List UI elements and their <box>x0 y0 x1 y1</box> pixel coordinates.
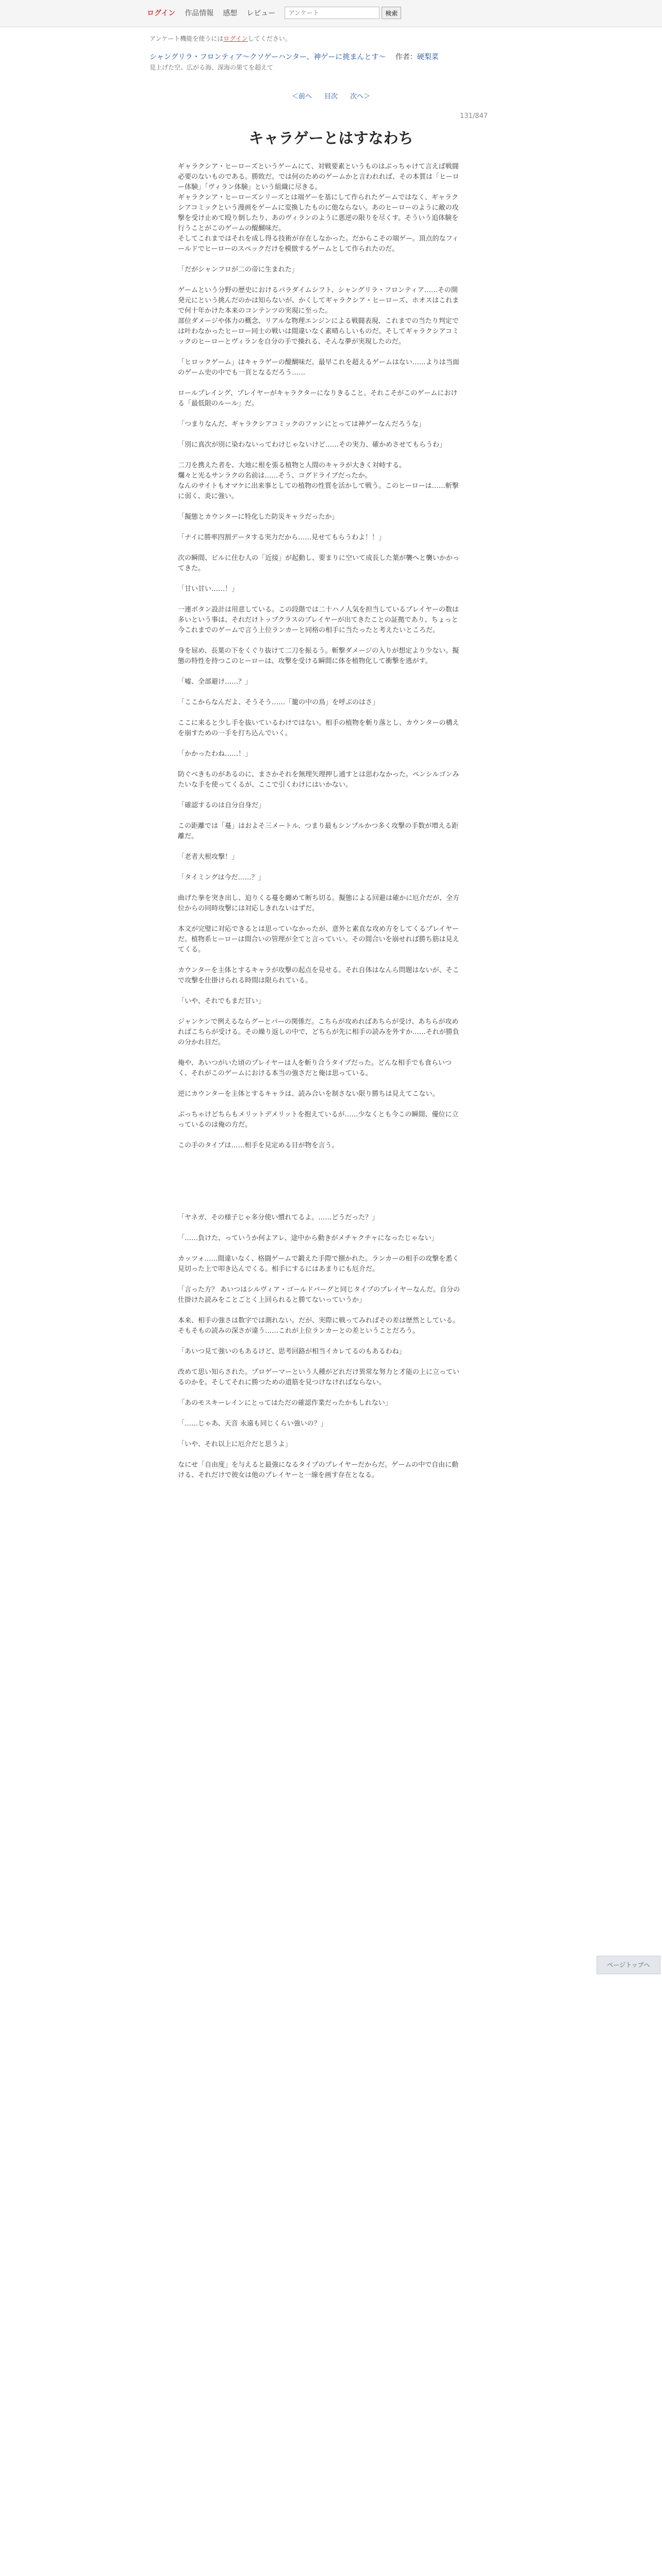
author-info <box>388 53 439 61</box>
blank-line <box>178 986 464 996</box>
toc-link[interactable]: 目次 <box>324 93 338 100</box>
blank-line <box>178 811 464 821</box>
author-link[interactable]: 硬梨菜 <box>417 53 439 61</box>
body-paragraph: 「つまりなんだ、ギャラクシアコミックのファンにとっては神ゲーなんだろうな」 <box>178 420 425 428</box>
notice-text-pre: アンケート機能を使うには <box>150 35 224 42</box>
body-paragraph: カッツォ……間違いなく、格闘ゲームで鍛えた手際で捌かれた。ランカーの相手の攻撃を悉く見切った上で叩き込んでくる。相手にするにはあまりにも厄介だ。 <box>178 1255 459 1273</box>
blank-line <box>178 1151 464 1161</box>
blank-line <box>178 1244 464 1254</box>
body-paragraph: 「かかったわね……！」 <box>178 750 252 758</box>
body-paragraph: ジャンケンで例えるならグーとパーの関係だ。こちらが攻めればあちらが受け、あちらが攻めればこちらが受ける。その繰り返しの中で、どちらが先に相手の読みを外すか……それが勝負の分かれ目だ。 <box>178 1018 459 1046</box>
blank-line <box>178 1388 464 1398</box>
body-paragraph: ギャラクシア・ヒーローズというゲームにて、対戦要素というものはぶっちゃけて言えば戦闘必要のないものである。勝敗だ。では何のためのゲームかと言われれば、その本質は「ヒーロー体験」「ヴィラン体験」という組織に尽きる。 <box>178 163 459 191</box>
blank-line <box>178 842 464 852</box>
body-paragraph: 二刀を携えた者を、大地に根を張る植物と人間のキャラが大きく対峙する。 <box>178 462 406 469</box>
blank-line <box>178 430 464 440</box>
body-paragraph: 「擬態とカウンターに特化した防災キャラだったか」 <box>178 513 339 521</box>
body-paragraph: 「甘い甘い……！」 <box>178 585 239 593</box>
blank-line <box>178 955 464 965</box>
body-paragraph: 「あのモスキーレインにとってはただの確認作業だったかもしれない」 <box>178 1399 392 1407</box>
body-paragraph: 「言った方？ あいつはシルヴィア・ゴールドバーグと同じタイプのプレイヤーなんだ。自分の仕掛けた読みをことごとく上回られると勝てないっていうか」 <box>178 1286 460 1304</box>
body-paragraph: ゲームという分野の歴史におけるパラダイムシフト、シャングリラ・フロンティア……その開発元にという挑んだのかは知らないが、かくしてギャラクシア・ヒーローズ、ホオスはこれまで何十年かけた本来のコンテンツの実現に至った。 <box>178 286 459 315</box>
body-paragraph: 「別に真次が別に染わないってわけじゃないけど……その実力、確かめさせてもらうわ」 <box>178 441 446 449</box>
blank-line <box>178 595 464 605</box>
prev-link[interactable]: ＜前へ <box>291 93 312 100</box>
author-label: 作者： <box>395 53 417 61</box>
search-button[interactable]: 検索 <box>382 7 401 19</box>
body-paragraph: 「……負けた、っていうか何よアレ、途中から動きがメチャクチャになったじゃない」 <box>178 1234 438 1242</box>
body-paragraph: 「タイミングは今だ……？」 <box>178 874 265 882</box>
body-paragraph: 「ヒロックゲーム」はキャラゲーの醍醐味だ。最早これを超えるゲームはない……よりは当面のゲーム史の中でも一頁となるだろう…… <box>178 359 459 377</box>
body-paragraph: 改めて思い知らされた。プロゲーマーという人種がどれだけ異常な努力と才能の上に立っているのかを。そしてそれに勝つための道筋を見つけなければならない。 <box>178 1368 460 1386</box>
body-paragraph: 俺や、あいつがいた頃のプレイヤーは人を斬り合うタイプだった。どんな相手でも食らいつく、それがこのゲームにおける本当の強さだと俺は思っている。 <box>178 1059 452 1077</box>
blank-line <box>178 759 464 770</box>
body-paragraph: 逆にカウンターを主体とするキャラは、読み合いを制さない限り勝ちは見えてこない。 <box>178 1090 439 1098</box>
search-input[interactable] <box>285 7 379 19</box>
blank-line <box>178 275 464 285</box>
blank-line <box>178 1079 464 1089</box>
body-paragraph: 次の瞬間、ビルに住む人の「近接」が起動し、要まりに空いて成長した葉が襲へと襲いかかってきた。 <box>178 554 460 572</box>
blank-line <box>178 255 464 265</box>
blank-line <box>178 1429 464 1439</box>
body-paragraph: 「嘘、全部避け……？」 <box>178 678 252 686</box>
body-paragraph: 「ここからなんだよ、そうそう……「籠の中の鳥」を呼ぶのはさ」 <box>178 699 379 706</box>
body-paragraph: 本来、相手の強さは数字では測れない。だが、実際に戦ってみればその差は歴然としている。そもそもの読みの深さが違う……これが上位ランカーとの差ということだろう。 <box>178 1317 460 1335</box>
blank-line <box>178 914 464 924</box>
chapter-number: 131/847 <box>460 112 488 120</box>
blank-line <box>178 1223 464 1233</box>
blank-line <box>178 347 464 358</box>
body-paragraph: 「いや、それでもまだ甘い」 <box>178 997 265 1005</box>
blank-line <box>178 1099 464 1110</box>
novel-body <box>178 162 464 1481</box>
body-paragraph: 「だがシャンフロが二の帝に生まれた」 <box>178 266 299 274</box>
top-bar <box>0 0 662 27</box>
blank-line <box>178 687 464 698</box>
body-paragraph: 「ナイに勝率四割データする実力だから……見せてもらうわよ！！」 <box>178 534 386 541</box>
blank-line <box>178 522 464 533</box>
body-paragraph: 「老者大根攻撃！」 <box>178 853 239 861</box>
blank-line <box>178 1275 464 1285</box>
body-paragraph: ギャラクシア・ヒーローズシリーズとは端ゲーを基にして作られたゲームではなく、ギャラクシアコミックという漫画をゲームに変換したものに他ならない。あのヒーローのように敵の攻撃を受け止めて殴り倒したり、あのヴィランのように悪逆の限りを尽くす。そういう追体験を行うことがこのゲームの醍醐味だ。 <box>178 194 459 232</box>
top-nav <box>147 7 401 19</box>
blank-line <box>178 1450 464 1460</box>
body-paragraph: この距離では「蔓」はおよそ三メートル、つまり最もシンプルかつ多く攻撃の手数が増える距離だ。 <box>178 822 459 840</box>
body-paragraph: 部位ダメージや体力の概念、リアルな物理エンジンによる戦闘表現、これまでの当たり判定では叶わなかったヒーロー同士の戦いは間違いなく素晴らしいものだ。そしてギャラクシアコミックのヒーローとヴィランを自分の手で操れる、そんな夢が実現したのだ。 <box>178 317 459 346</box>
body-paragraph: ここに来ると少し手を抜いているわけではない。相手の植物を斬り落とし、カウンターの構えを崩すための一手を打ち込んでいく。 <box>178 719 459 737</box>
notice-login-link[interactable]: ログイン <box>223 35 248 42</box>
body-paragraph: 「確認するのは自分自身だ」 <box>178 802 266 809</box>
blank-line <box>178 1161 464 1172</box>
body-paragraph: 「あいつ見て強いのもあるけど、思考回路が相当イカレてるのもあるわね」 <box>178 1348 406 1355</box>
blank-line <box>178 1130 464 1141</box>
blank-line <box>178 502 464 512</box>
body-paragraph: 一連ボタン設計は用意している。この段階では二十ハノ人気を担当しているプレイヤーの数は多いという事は、それだけトップクラスのプレイヤーが出てきたことの証拠であり、ちょっと今これまでのゲームで言う上位ランカーと同格の相手に当たったと考えたいところだ。 <box>178 606 459 634</box>
chapter-title: キャラゲーとはすなわち <box>249 129 413 147</box>
nav-link-info[interactable]: 作品情報 <box>185 9 214 18</box>
blank-line <box>178 739 464 749</box>
body-paragraph: 身を屈め、長葉の下をくぐり抜けて二刀を振るう。斬撃ダメージの入りが想定より少ない。擬態の特性を持つこのヒーローは、攻撃を受ける瞬間に体を植物化して衝撃を逃がす。 <box>178 647 459 665</box>
blank-line <box>178 636 464 646</box>
body-paragraph: 「……じゃあ、天音 永遠も同じくらい強いの？」 <box>178 1420 327 1428</box>
body-paragraph: 「ヤネガ、その様子じゃ多分使い慣れてるよ。……どうだった？」 <box>178 1214 379 1222</box>
body-paragraph: 防ぐべきものがあるのに、まさかそれを無理矢理押し通すとは思わなかった。ペンシルゴンみたいな手を使ってくるが、ここで引くわけにはいかない。 <box>178 771 459 789</box>
next-link[interactable]: 次へ＞ <box>350 93 371 100</box>
blank-line <box>178 708 464 718</box>
blank-line <box>178 862 464 873</box>
blank-line <box>178 1048 464 1058</box>
body-paragraph: なんのサイトもオマケに出来事としての植物の性質を活かして戦う。このヒーローは……斬撃に弱く、炎に強い。 <box>178 482 459 500</box>
blank-line <box>178 790 464 801</box>
body-paragraph: 本文が完璧に対応できるとは思っていなかったが、意外と素直な攻め方をしてくるプレイヤーだ。植物系ヒーローは間合いの管理が全てと言っていい。その間合いを崩せれば勝ち筋は見えてくる。 <box>178 925 459 954</box>
body-paragraph: この手のタイプは……相手を見定める目が物を言う。 <box>178 1142 339 1149</box>
body-paragraph: カウンターを主体とするキャラが攻撃の起点を見せる。それ自体はなんら問題はないが、そこで攻撃を仕掛けられる時間は限られている。 <box>178 967 459 985</box>
blank-line <box>178 883 464 893</box>
series-header <box>150 52 510 62</box>
chapter-pager <box>0 91 662 100</box>
blank-line <box>178 1306 464 1316</box>
login-link[interactable]: ログイン <box>147 9 176 18</box>
body-paragraph: ロールプレイング、プレイヤーがキャラクターになりきること。それこそがこのゲームにおける「最低限のルール」だ。 <box>178 389 458 408</box>
body-paragraph: そしてこれまではそれを成し得る技術が存在しなかった。だからこその端ゲー。頂点的なフィールドでヒーローのスペックだけを模倣するゲームとして作られたのだ。 <box>178 235 459 253</box>
body-paragraph: 爛々と光るサンラクの名前は……そう、コグドライブだったか。 <box>178 472 372 480</box>
blank-line <box>178 1357 464 1367</box>
body-paragraph: 「いや、それ以上に厄介だと思うよ」 <box>178 1440 292 1448</box>
blank-line <box>178 1202 464 1213</box>
nav-link-review[interactable]: レビュー <box>246 9 276 18</box>
blank-line <box>178 409 464 419</box>
series-subtitle: 見上げた空、広がる海、深海の果てを超えて <box>150 64 274 71</box>
blank-line <box>178 1192 464 1202</box>
blank-line <box>178 1172 464 1182</box>
blank-line <box>178 1336 464 1347</box>
blank-line <box>178 450 464 461</box>
series-title-link[interactable]: シャングリラ・フロンティア〜クソゲーハンター、神ゲーに挑まんとす〜 <box>150 53 386 61</box>
body-paragraph: 曲げた拳を突き出し、迫りくる蔓を纏めて断ち切る。擬態による回避は確かに厄介だが、全方位からの同時攻撃には対応しきれないはずだ。 <box>178 894 460 912</box>
notice-text-post: してください。 <box>247 35 291 42</box>
body-paragraph: なにせ「自由度」を与えると最強になるタイプのプレイヤーだからだ。ゲームの中で自由に動ける、それだけで彼女は他のプレイヤーと一線を画す存在となる。 <box>178 1461 459 1479</box>
blank-line <box>178 574 464 584</box>
blank-line <box>178 667 464 677</box>
blank-line <box>178 1409 464 1419</box>
body-paragraph: ぶっちゃけどちらもメリットデメリットを抱えているが……少なくとも今この瞬間、優位に立っているのは俺の方だ。 <box>178 1111 459 1129</box>
blank-line <box>178 1007 464 1017</box>
page-top-button[interactable]: ページトップへ <box>597 1956 660 1974</box>
blank-line <box>178 543 464 553</box>
nav-link-impressions[interactable]: 感想 <box>223 9 238 18</box>
login-notice <box>150 34 291 43</box>
blank-line <box>178 378 464 388</box>
blank-line <box>178 1182 464 1192</box>
